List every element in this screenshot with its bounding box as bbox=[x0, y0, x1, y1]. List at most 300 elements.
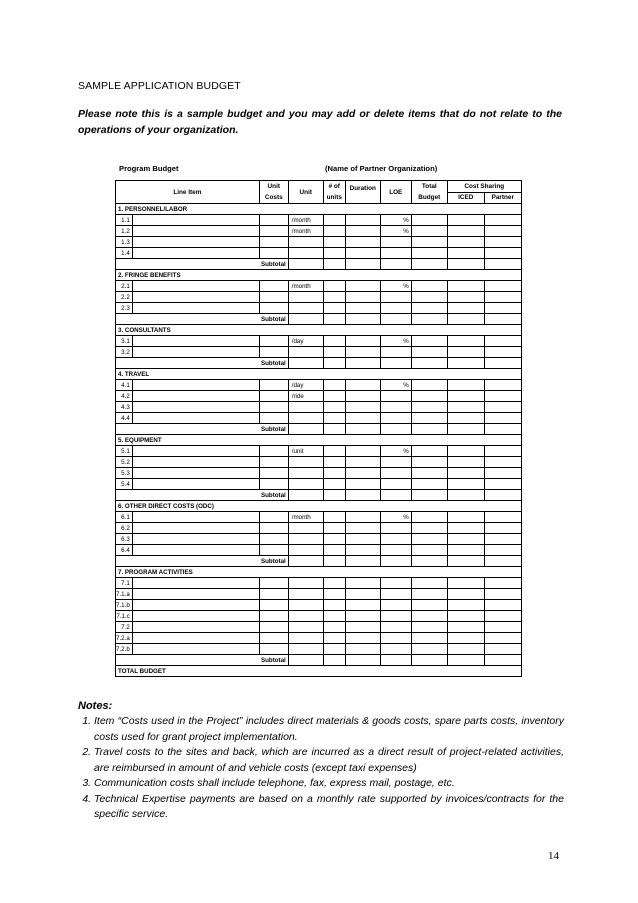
subtotal-cell[interactable] bbox=[345, 259, 380, 270]
partner-cell[interactable] bbox=[484, 391, 521, 402]
line-item-cell[interactable] bbox=[132, 413, 259, 424]
partner-cell[interactable] bbox=[484, 622, 521, 633]
loe-cell[interactable] bbox=[380, 303, 411, 314]
line-item-cell[interactable] bbox=[132, 402, 259, 413]
total-budget-cell[interactable] bbox=[411, 600, 447, 611]
unit-cell[interactable] bbox=[288, 413, 323, 424]
num-units-cell[interactable] bbox=[323, 644, 345, 655]
duration-cell[interactable] bbox=[345, 292, 380, 303]
unit-costs-cell[interactable] bbox=[259, 622, 288, 633]
subtotal-cell[interactable] bbox=[380, 259, 411, 270]
total-budget-cell[interactable] bbox=[411, 633, 447, 644]
total-budget-cell[interactable] bbox=[411, 380, 447, 391]
iced-cell[interactable] bbox=[447, 413, 484, 424]
num-units-cell[interactable] bbox=[323, 347, 345, 358]
loe-cell[interactable] bbox=[380, 622, 411, 633]
total-budget-cell[interactable] bbox=[411, 589, 447, 600]
loe-cell[interactable] bbox=[380, 600, 411, 611]
unit-cell[interactable] bbox=[288, 644, 323, 655]
loe-cell[interactable] bbox=[380, 457, 411, 468]
subtotal-cell[interactable] bbox=[288, 490, 323, 501]
line-item-cell[interactable] bbox=[132, 545, 259, 556]
iced-cell[interactable] bbox=[447, 589, 484, 600]
num-units-cell[interactable] bbox=[323, 589, 345, 600]
subtotal-cell[interactable] bbox=[288, 655, 323, 666]
duration-cell[interactable] bbox=[345, 479, 380, 490]
subtotal-cell[interactable] bbox=[288, 358, 323, 369]
unit-costs-cell[interactable] bbox=[259, 600, 288, 611]
total-budget-cell[interactable] bbox=[411, 281, 447, 292]
unit-costs-cell[interactable] bbox=[259, 578, 288, 589]
unit-costs-cell[interactable] bbox=[259, 589, 288, 600]
subtotal-cell[interactable] bbox=[380, 556, 411, 567]
partner-cell[interactable] bbox=[484, 534, 521, 545]
loe-cell[interactable]: % bbox=[380, 446, 411, 457]
subtotal-cell[interactable] bbox=[323, 424, 345, 435]
iced-cell[interactable] bbox=[447, 578, 484, 589]
subtotal-cell[interactable] bbox=[323, 358, 345, 369]
line-item-cell[interactable] bbox=[132, 523, 259, 534]
num-units-cell[interactable] bbox=[323, 380, 345, 391]
duration-cell[interactable] bbox=[345, 578, 380, 589]
subtotal-cell[interactable] bbox=[447, 314, 484, 325]
duration-cell[interactable] bbox=[345, 226, 380, 237]
total-budget-cell[interactable] bbox=[411, 303, 447, 314]
total-budget-cell[interactable] bbox=[411, 292, 447, 303]
num-units-cell[interactable] bbox=[323, 303, 345, 314]
subtotal-cell[interactable] bbox=[484, 358, 521, 369]
partner-cell[interactable] bbox=[484, 545, 521, 556]
num-units-cell[interactable] bbox=[323, 534, 345, 545]
num-units-cell[interactable] bbox=[323, 611, 345, 622]
unit-costs-cell[interactable] bbox=[259, 226, 288, 237]
subtotal-cell[interactable] bbox=[380, 424, 411, 435]
partner-cell[interactable] bbox=[484, 589, 521, 600]
num-units-cell[interactable] bbox=[323, 248, 345, 259]
num-units-cell[interactable] bbox=[323, 226, 345, 237]
duration-cell[interactable] bbox=[345, 281, 380, 292]
unit-costs-cell[interactable] bbox=[259, 512, 288, 523]
duration-cell[interactable] bbox=[345, 248, 380, 259]
num-units-cell[interactable] bbox=[323, 215, 345, 226]
unit-cell[interactable] bbox=[288, 479, 323, 490]
partner-cell[interactable] bbox=[484, 402, 521, 413]
loe-cell[interactable] bbox=[380, 633, 411, 644]
loe-cell[interactable] bbox=[380, 402, 411, 413]
subtotal-cell[interactable] bbox=[345, 655, 380, 666]
total-budget-cell[interactable] bbox=[411, 336, 447, 347]
duration-cell[interactable] bbox=[345, 468, 380, 479]
line-item-cell[interactable] bbox=[132, 622, 259, 633]
total-budget-cell[interactable] bbox=[411, 413, 447, 424]
iced-cell[interactable] bbox=[447, 622, 484, 633]
partner-cell[interactable] bbox=[484, 633, 521, 644]
partner-cell[interactable] bbox=[484, 457, 521, 468]
partner-cell[interactable] bbox=[484, 226, 521, 237]
loe-cell[interactable] bbox=[380, 391, 411, 402]
subtotal-cell[interactable] bbox=[411, 424, 447, 435]
iced-cell[interactable] bbox=[447, 633, 484, 644]
loe-cell[interactable]: % bbox=[380, 512, 411, 523]
unit-costs-cell[interactable] bbox=[259, 468, 288, 479]
subtotal-cell[interactable] bbox=[288, 314, 323, 325]
partner-cell[interactable] bbox=[484, 380, 521, 391]
line-item-cell[interactable] bbox=[132, 237, 259, 248]
total-budget-cell[interactable] bbox=[411, 248, 447, 259]
num-units-cell[interactable] bbox=[323, 336, 345, 347]
unit-costs-cell[interactable] bbox=[259, 347, 288, 358]
unit-costs-cell[interactable] bbox=[259, 523, 288, 534]
unit-costs-cell[interactable] bbox=[259, 457, 288, 468]
subtotal-cell[interactable] bbox=[484, 259, 521, 270]
iced-cell[interactable] bbox=[447, 457, 484, 468]
partner-cell[interactable] bbox=[484, 237, 521, 248]
unit-costs-cell[interactable] bbox=[259, 644, 288, 655]
iced-cell[interactable] bbox=[447, 336, 484, 347]
unit-cell[interactable] bbox=[288, 402, 323, 413]
unit-costs-cell[interactable] bbox=[259, 611, 288, 622]
loe-cell[interactable] bbox=[380, 413, 411, 424]
subtotal-cell[interactable] bbox=[411, 556, 447, 567]
duration-cell[interactable] bbox=[345, 457, 380, 468]
subtotal-cell[interactable] bbox=[380, 655, 411, 666]
iced-cell[interactable] bbox=[447, 347, 484, 358]
loe-cell[interactable] bbox=[380, 468, 411, 479]
subtotal-cell[interactable] bbox=[345, 556, 380, 567]
loe-cell[interactable] bbox=[380, 611, 411, 622]
subtotal-cell[interactable] bbox=[323, 556, 345, 567]
iced-cell[interactable] bbox=[447, 644, 484, 655]
unit-costs-cell[interactable] bbox=[259, 446, 288, 457]
unit-costs-cell[interactable] bbox=[259, 237, 288, 248]
partner-cell[interactable] bbox=[484, 446, 521, 457]
duration-cell[interactable] bbox=[345, 391, 380, 402]
duration-cell[interactable] bbox=[345, 523, 380, 534]
duration-cell[interactable] bbox=[345, 512, 380, 523]
total-budget-cell[interactable] bbox=[411, 512, 447, 523]
line-item-cell[interactable] bbox=[132, 380, 259, 391]
subtotal-cell[interactable] bbox=[447, 655, 484, 666]
partner-cell[interactable] bbox=[484, 413, 521, 424]
subtotal-cell[interactable] bbox=[484, 655, 521, 666]
line-item-cell[interactable] bbox=[132, 215, 259, 226]
unit-cell[interactable] bbox=[288, 545, 323, 556]
partner-cell[interactable] bbox=[484, 281, 521, 292]
partner-cell[interactable] bbox=[484, 600, 521, 611]
total-budget-cell[interactable] bbox=[411, 446, 447, 457]
num-units-cell[interactable] bbox=[323, 633, 345, 644]
line-item-cell[interactable] bbox=[132, 512, 259, 523]
unit-cell[interactable] bbox=[288, 237, 323, 248]
unit-costs-cell[interactable] bbox=[259, 391, 288, 402]
iced-cell[interactable] bbox=[447, 512, 484, 523]
duration-cell[interactable] bbox=[345, 413, 380, 424]
subtotal-cell[interactable] bbox=[380, 490, 411, 501]
duration-cell[interactable] bbox=[345, 215, 380, 226]
unit-costs-cell[interactable] bbox=[259, 215, 288, 226]
subtotal-cell[interactable] bbox=[323, 314, 345, 325]
subtotal-cell[interactable] bbox=[447, 556, 484, 567]
subtotal-cell[interactable] bbox=[345, 314, 380, 325]
total-budget-cell[interactable] bbox=[411, 468, 447, 479]
subtotal-cell[interactable] bbox=[484, 556, 521, 567]
line-item-cell[interactable] bbox=[132, 644, 259, 655]
line-item-cell[interactable] bbox=[132, 292, 259, 303]
line-item-cell[interactable] bbox=[132, 468, 259, 479]
num-units-cell[interactable] bbox=[323, 622, 345, 633]
unit-cell[interactable] bbox=[288, 578, 323, 589]
unit-cell[interactable]: /month bbox=[288, 226, 323, 237]
partner-cell[interactable] bbox=[484, 215, 521, 226]
line-item-cell[interactable] bbox=[132, 248, 259, 259]
num-units-cell[interactable] bbox=[323, 545, 345, 556]
unit-cell[interactable] bbox=[288, 633, 323, 644]
unit-cell[interactable]: /unit bbox=[288, 446, 323, 457]
loe-cell[interactable] bbox=[380, 479, 411, 490]
num-units-cell[interactable] bbox=[323, 600, 345, 611]
partner-cell[interactable] bbox=[484, 292, 521, 303]
unit-costs-cell[interactable] bbox=[259, 292, 288, 303]
iced-cell[interactable] bbox=[447, 545, 484, 556]
total-budget-cell[interactable] bbox=[411, 347, 447, 358]
iced-cell[interactable] bbox=[447, 479, 484, 490]
iced-cell[interactable] bbox=[447, 292, 484, 303]
loe-cell[interactable] bbox=[380, 248, 411, 259]
total-budget-cell[interactable] bbox=[411, 578, 447, 589]
unit-costs-cell[interactable] bbox=[259, 633, 288, 644]
line-item-cell[interactable] bbox=[132, 336, 259, 347]
partner-cell[interactable] bbox=[484, 479, 521, 490]
loe-cell[interactable] bbox=[380, 545, 411, 556]
line-item-cell[interactable] bbox=[132, 303, 259, 314]
duration-cell[interactable] bbox=[345, 611, 380, 622]
loe-cell[interactable] bbox=[380, 589, 411, 600]
partner-cell[interactable] bbox=[484, 523, 521, 534]
subtotal-cell[interactable] bbox=[411, 314, 447, 325]
iced-cell[interactable] bbox=[447, 402, 484, 413]
iced-cell[interactable] bbox=[447, 600, 484, 611]
subtotal-cell[interactable] bbox=[345, 490, 380, 501]
duration-cell[interactable] bbox=[345, 380, 380, 391]
duration-cell[interactable] bbox=[345, 446, 380, 457]
line-item-cell[interactable] bbox=[132, 347, 259, 358]
unit-cell[interactable]: /day bbox=[288, 336, 323, 347]
subtotal-cell[interactable] bbox=[345, 424, 380, 435]
unit-costs-cell[interactable] bbox=[259, 413, 288, 424]
line-item-cell[interactable] bbox=[132, 281, 259, 292]
unit-costs-cell[interactable] bbox=[259, 534, 288, 545]
unit-cell[interactable] bbox=[288, 347, 323, 358]
line-item-cell[interactable] bbox=[132, 578, 259, 589]
num-units-cell[interactable] bbox=[323, 292, 345, 303]
iced-cell[interactable] bbox=[447, 468, 484, 479]
iced-cell[interactable] bbox=[447, 391, 484, 402]
duration-cell[interactable] bbox=[345, 633, 380, 644]
unit-cell[interactable] bbox=[288, 292, 323, 303]
loe-cell[interactable] bbox=[380, 644, 411, 655]
num-units-cell[interactable] bbox=[323, 468, 345, 479]
unit-cell[interactable] bbox=[288, 611, 323, 622]
total-budget-cell[interactable] bbox=[411, 545, 447, 556]
partner-cell[interactable] bbox=[484, 303, 521, 314]
iced-cell[interactable] bbox=[447, 237, 484, 248]
loe-cell[interactable]: % bbox=[380, 281, 411, 292]
subtotal-cell[interactable] bbox=[447, 358, 484, 369]
partner-cell[interactable] bbox=[484, 611, 521, 622]
subtotal-cell[interactable] bbox=[380, 314, 411, 325]
line-item-cell[interactable] bbox=[132, 589, 259, 600]
partner-cell[interactable] bbox=[484, 347, 521, 358]
partner-cell[interactable] bbox=[484, 512, 521, 523]
unit-cell[interactable] bbox=[288, 303, 323, 314]
iced-cell[interactable] bbox=[447, 303, 484, 314]
subtotal-cell[interactable] bbox=[323, 490, 345, 501]
line-item-cell[interactable] bbox=[132, 600, 259, 611]
subtotal-cell[interactable] bbox=[411, 655, 447, 666]
duration-cell[interactable] bbox=[345, 644, 380, 655]
line-item-cell[interactable] bbox=[132, 633, 259, 644]
unit-costs-cell[interactable] bbox=[259, 303, 288, 314]
num-units-cell[interactable] bbox=[323, 479, 345, 490]
unit-cell[interactable] bbox=[288, 523, 323, 534]
num-units-cell[interactable] bbox=[323, 413, 345, 424]
subtotal-cell[interactable] bbox=[484, 314, 521, 325]
iced-cell[interactable] bbox=[447, 523, 484, 534]
iced-cell[interactable] bbox=[447, 248, 484, 259]
loe-cell[interactable] bbox=[380, 347, 411, 358]
subtotal-cell[interactable] bbox=[484, 490, 521, 501]
num-units-cell[interactable] bbox=[323, 512, 345, 523]
subtotal-cell[interactable] bbox=[380, 358, 411, 369]
unit-cell[interactable]: /day bbox=[288, 380, 323, 391]
unit-cell[interactable] bbox=[288, 600, 323, 611]
subtotal-cell[interactable] bbox=[288, 424, 323, 435]
partner-cell[interactable] bbox=[484, 644, 521, 655]
total-budget-cell[interactable] bbox=[411, 457, 447, 468]
duration-cell[interactable] bbox=[345, 622, 380, 633]
total-budget-cell[interactable] bbox=[411, 226, 447, 237]
duration-cell[interactable] bbox=[345, 600, 380, 611]
partner-cell[interactable] bbox=[484, 468, 521, 479]
num-units-cell[interactable] bbox=[323, 457, 345, 468]
unit-costs-cell[interactable] bbox=[259, 281, 288, 292]
subtotal-cell[interactable] bbox=[484, 424, 521, 435]
unit-cell[interactable] bbox=[288, 457, 323, 468]
duration-cell[interactable] bbox=[345, 545, 380, 556]
loe-cell[interactable] bbox=[380, 523, 411, 534]
line-item-cell[interactable] bbox=[132, 226, 259, 237]
total-budget-cell[interactable] bbox=[411, 215, 447, 226]
unit-cell[interactable]: /month bbox=[288, 281, 323, 292]
loe-cell[interactable] bbox=[380, 578, 411, 589]
subtotal-cell[interactable] bbox=[345, 358, 380, 369]
loe-cell[interactable]: % bbox=[380, 380, 411, 391]
total-budget-cell[interactable] bbox=[411, 391, 447, 402]
loe-cell[interactable]: % bbox=[380, 215, 411, 226]
unit-costs-cell[interactable] bbox=[259, 248, 288, 259]
unit-costs-cell[interactable] bbox=[259, 545, 288, 556]
num-units-cell[interactable] bbox=[323, 402, 345, 413]
iced-cell[interactable] bbox=[447, 534, 484, 545]
loe-cell[interactable] bbox=[380, 237, 411, 248]
num-units-cell[interactable] bbox=[323, 281, 345, 292]
loe-cell[interactable]: % bbox=[380, 226, 411, 237]
subtotal-cell[interactable] bbox=[447, 259, 484, 270]
num-units-cell[interactable] bbox=[323, 523, 345, 534]
unit-cell[interactable]: /month bbox=[288, 215, 323, 226]
total-budget-cell[interactable] bbox=[411, 622, 447, 633]
subtotal-cell[interactable] bbox=[447, 490, 484, 501]
total-budget-cell[interactable] bbox=[411, 534, 447, 545]
total-budget-cell[interactable] bbox=[411, 479, 447, 490]
loe-cell[interactable]: % bbox=[380, 336, 411, 347]
duration-cell[interactable] bbox=[345, 303, 380, 314]
partner-cell[interactable] bbox=[484, 336, 521, 347]
unit-cell[interactable] bbox=[288, 622, 323, 633]
unit-cell[interactable]: /ride bbox=[288, 391, 323, 402]
duration-cell[interactable] bbox=[345, 336, 380, 347]
num-units-cell[interactable] bbox=[323, 391, 345, 402]
num-units-cell[interactable] bbox=[323, 237, 345, 248]
unit-costs-cell[interactable] bbox=[259, 479, 288, 490]
duration-cell[interactable] bbox=[345, 589, 380, 600]
subtotal-cell[interactable] bbox=[288, 259, 323, 270]
subtotal-cell[interactable] bbox=[323, 655, 345, 666]
subtotal-cell[interactable] bbox=[288, 556, 323, 567]
total-budget-cell[interactable] bbox=[411, 402, 447, 413]
subtotal-cell[interactable] bbox=[323, 259, 345, 270]
iced-cell[interactable] bbox=[447, 446, 484, 457]
subtotal-cell[interactable] bbox=[411, 490, 447, 501]
duration-cell[interactable] bbox=[345, 347, 380, 358]
subtotal-cell[interactable] bbox=[447, 424, 484, 435]
iced-cell[interactable] bbox=[447, 226, 484, 237]
partner-cell[interactable] bbox=[484, 578, 521, 589]
iced-cell[interactable] bbox=[447, 611, 484, 622]
unit-cell[interactable]: /month bbox=[288, 512, 323, 523]
total-budget-cell[interactable] bbox=[411, 523, 447, 534]
line-item-cell[interactable] bbox=[132, 534, 259, 545]
duration-cell[interactable] bbox=[345, 534, 380, 545]
line-item-cell[interactable] bbox=[132, 611, 259, 622]
duration-cell[interactable] bbox=[345, 402, 380, 413]
line-item-cell[interactable] bbox=[132, 479, 259, 490]
unit-cell[interactable] bbox=[288, 248, 323, 259]
total-budget-cell[interactable] bbox=[411, 237, 447, 248]
iced-cell[interactable] bbox=[447, 215, 484, 226]
duration-cell[interactable] bbox=[345, 237, 380, 248]
unit-cell[interactable] bbox=[288, 589, 323, 600]
unit-costs-cell[interactable] bbox=[259, 336, 288, 347]
loe-cell[interactable] bbox=[380, 534, 411, 545]
iced-cell[interactable] bbox=[447, 281, 484, 292]
line-item-cell[interactable] bbox=[132, 446, 259, 457]
total-budget-cell[interactable] bbox=[411, 644, 447, 655]
line-item-cell[interactable] bbox=[132, 457, 259, 468]
loe-cell[interactable] bbox=[380, 292, 411, 303]
unit-costs-cell[interactable] bbox=[259, 380, 288, 391]
num-units-cell[interactable] bbox=[323, 578, 345, 589]
partner-cell[interactable] bbox=[484, 248, 521, 259]
unit-cell[interactable] bbox=[288, 534, 323, 545]
unit-cell[interactable] bbox=[288, 468, 323, 479]
subtotal-cell[interactable] bbox=[411, 358, 447, 369]
line-item-cell[interactable] bbox=[132, 391, 259, 402]
unit-costs-cell[interactable] bbox=[259, 402, 288, 413]
num-units-cell[interactable] bbox=[323, 446, 345, 457]
iced-cell[interactable] bbox=[447, 380, 484, 391]
total-budget-cell[interactable] bbox=[411, 611, 447, 622]
